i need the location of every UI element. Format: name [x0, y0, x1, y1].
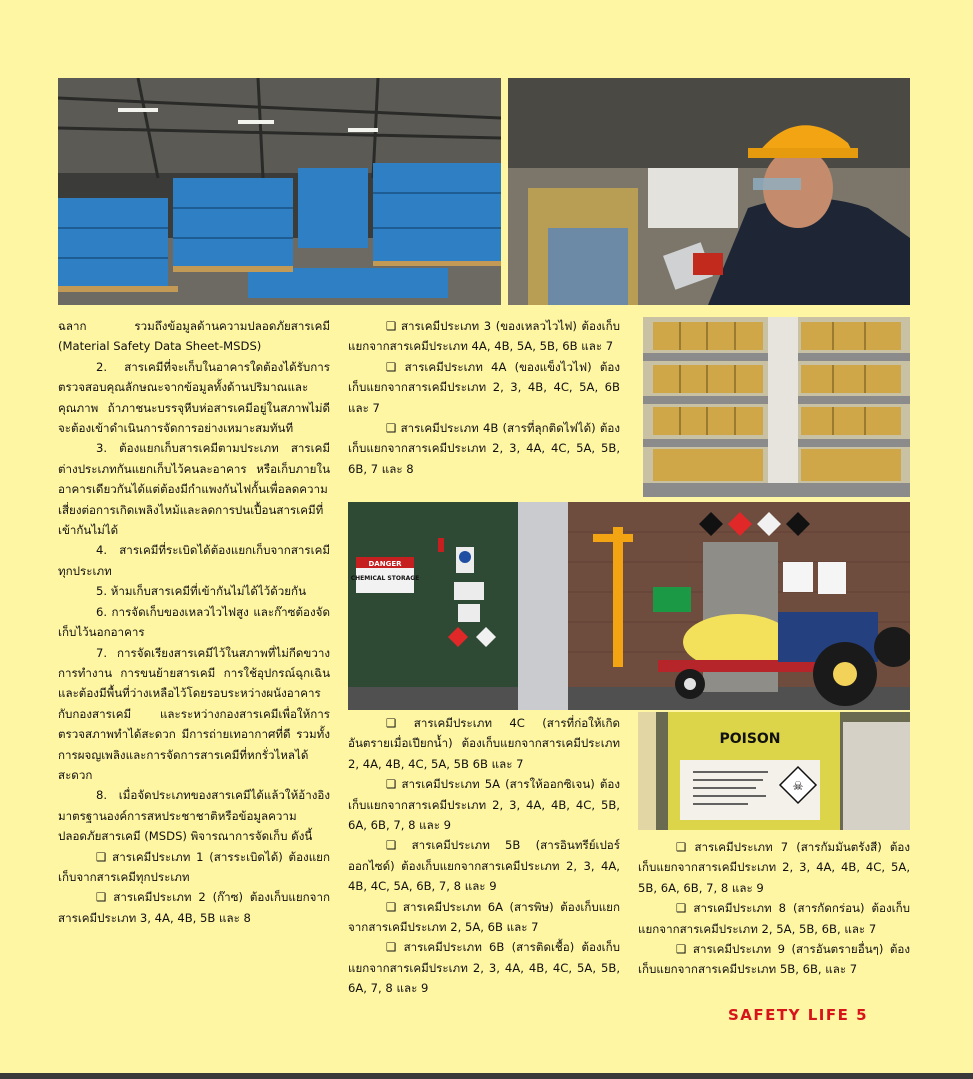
bottom-divider: [0, 1073, 973, 1079]
storage-tractor-photo: [348, 502, 910, 710]
warehouse-drums-photo: [58, 78, 501, 305]
paragraph: ❑ สารเคมีประเภท 3 (ของเหลวไวไฟ) ต้องเก็บแยกจากสารเคมีประเภท 4A, 4B, 5A, 5B, 6B และ 7: [348, 319, 620, 354]
page-footer-label: SAFETY LIFE 5: [728, 1006, 869, 1024]
column-right: [638, 837, 910, 980]
paragraph: ฉลาก รวมถึงข้อมูลด้านความปลอดภัยสารเคมี (Material Safety Data Sheet-MSDS): [58, 319, 330, 354]
paragraph: ❑ สารเคมีประเภท 1 (สารระเบิดได้) ต้องแยกเก็บจากสารเคมีทุกประเภท: [58, 849, 330, 884]
paragraph: ❑ สารเคมีประเภท 6A (สารพิษ) ต้องเก็บแยกจากสารเคมีประเภท 2, 5A, 6B และ 7: [348, 899, 620, 935]
paragraph: 2. สารเคมีที่จะเก็บในอาคารใดต้องได้รับการตรวจสอบคุณลักษณะจากข้อมูลทั้งด้านปริมาณและคุณภาพ ถ้าภาชนะบรรจุหีบห่อสารเคมีอยู่ในสภาพไม่ดีจะต้องเข้าดำเนินการจัดการอย่างเหมาะสมทันที: [58, 359, 330, 436]
column-middle-bottom: [348, 713, 620, 999]
paragraph: ❑ สารเคมีประเภท 4B (สารที่ลุกติดไฟได้) ต้องเก็บแยกจากสารเคมีประเภท 2, 3, 4A, 4C, 5A, 5B, 6B, 7 และ 8: [348, 421, 620, 476]
paragraph: ❑ สารเคมีประเภท 6B (สารติดเชื้อ) ต้องเก็บแยกจากสารเคมีประเภท 2, 3, 4A, 4B, 4C, 5A, 5B, 6A, 7, 8 และ 9: [348, 940, 620, 996]
paragraph: 8. เมื่อจัดประเภทของสารเคมีได้แล้วให้อ้างอิงมาตรฐานองค์การสหประชาชาติหรือข้อมูลความปลอดภัยสารเคมี (MSDS) พิจารณาการจัดเก็บ ดังนี้: [58, 788, 330, 844]
svg-text:CHEMICAL STORAGE: CHEMICAL STORAGE: [350, 575, 420, 582]
drum-shelves-photo: [643, 317, 910, 497]
paragraph: 3. ต้องแยกเก็บสารเคมีตามประเภท สารเคมีต่างประเภทกันแยกเก็บไว้คนละอาคาร หรือเก็บภายในอาคารเดียวกันได้แต่ต้องมีกำแพงกันไฟกั้นเพื่อลดความเสี่ยงต่อการเกิดเพลิงไหม้และลดการปนเปื้อนสารเคมีที่เข้ากันไม่ได้: [58, 441, 330, 538]
paragraph: ❑ สารเคมีประเภท 5A (สารให้ออกซิเจน) ต้องเก็บแยกจากสารเคมีประเภท 2, 3, 4A, 4B, 4C, 5B, 6A, 6B, 7, 8 และ 9: [348, 777, 620, 833]
paragraph: 4. สารเคมีที่ระเบิดได้ต้องแยกเก็บจากสารเคมีทุกประเภท: [58, 543, 330, 578]
poison-drum-photo: [638, 712, 910, 830]
paragraph: 7. การจัดเรียงสารเคมีไว้ในสภาพที่ไม่กีดขวาง การทำงาน การขนย้ายสารเคมี การใช้อุปกรณ์ฉุกเฉิน และต้องมีพื้นที่ว่างเหลือไว้โดยรอบระหว่างผนังอาคารกับกองสารเคมี และระหว่างกองสารเคมีเพื่อให้การตรวจสภาพทำได้สะดวก มีการถ่ายเทอากาศที่ดี รวมทั้งการผจญเพลิงและการจัดการสารเคมีที่หกรั่วไหลได้สะดวก: [58, 645, 330, 782]
svg-text:POISON: POISON: [719, 731, 781, 747]
paragraph: ❑ สารเคมีประเภท 5B (สารอินทรีย์เปอร์ออกไซด์) ต้องเก็บแยกจากสารเคมีประเภท 2, 3, 4A, 4B, 4C, 5A, 6B, 7, 8 และ 9: [348, 838, 620, 894]
paragraph: ❑ สารเคมีประเภท 4C (สารที่ก่อให้เกิดอันตรายเมื่อเปียกน้ำ) ต้องเก็บแยกจากสารเคมีประเภท 2, 4A, 4B, 4C, 5A, 5B 6B และ 7: [348, 716, 620, 771]
svg-text:☠: ☠: [792, 779, 804, 793]
paragraph: ❑ สารเคมีประเภท 9 (สารอันตรายอื่นๆ) ต้องเก็บแยกจากสารเคมีประเภท 5B, 6B, และ 7: [638, 942, 910, 977]
svg-text:DANGER: DANGER: [368, 560, 402, 568]
column-middle-top: [348, 316, 620, 479]
paragraph: ❑ สารเคมีประเภท 7 (สารกัมมันตรังสี) ต้องเก็บแยกจากสารเคมีประเภท 2, 3, 4A, 4B, 4C, 5A, 5B, 6A, 6B, 7, 8 และ 9: [638, 840, 910, 895]
paragraph: ❑ สารเคมีประเภท 4A (ของแข็งไวไฟ) ต้องเก็บแยกจากสารเคมีประเภท 2, 3, 4B, 4C, 5A, 6B และ 7: [348, 359, 620, 415]
paragraph: 5. ห้ามเก็บสารเคมีที่เข้ากันไม่ได้ไว้ด้วยกัน: [96, 584, 306, 599]
column-left: [58, 316, 330, 928]
inspector-photo: [508, 78, 910, 305]
paragraph: 6. การจัดเก็บของเหลวไวไฟสูง และก๊าซต้องจัดเก็บไว้นอกอาคาร: [58, 604, 330, 640]
paragraph: ❑ สารเคมีประเภท 8 (สารกัดกร่อน) ต้องเก็บแยกจากสารเคมีประเภท 2, 5A, 5B, 6B, และ 7: [638, 901, 910, 936]
paragraph: ❑ สารเคมีประเภท 2 (ก๊าซ) ต้องเก็บแยกจากสารเคมีประเภท 3, 4A, 4B, 5B และ 8: [58, 890, 330, 925]
